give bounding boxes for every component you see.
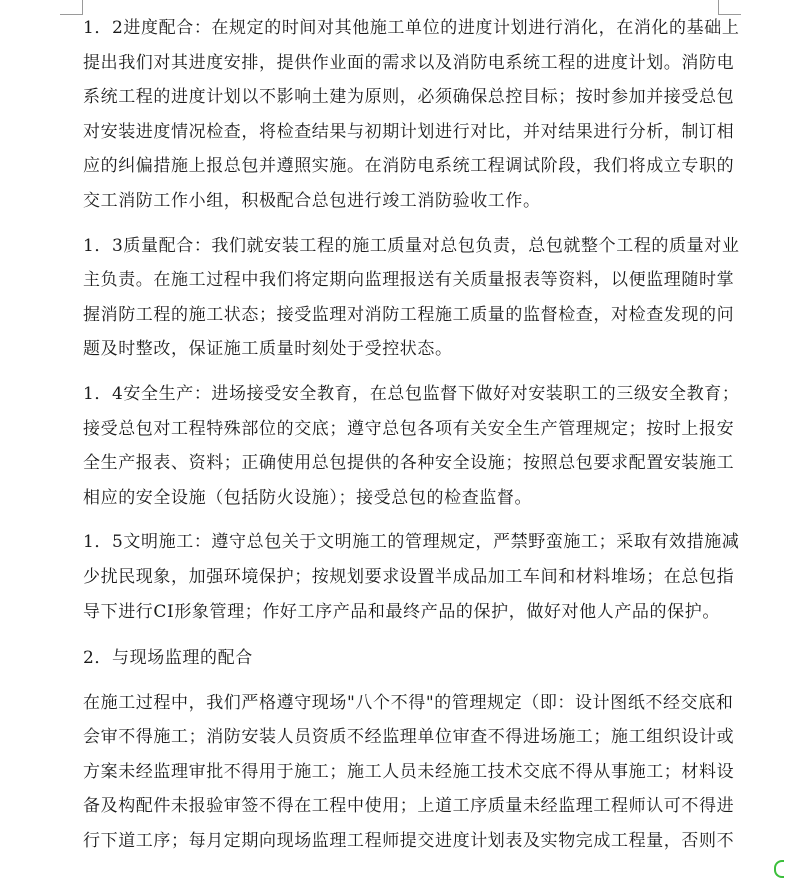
paragraph [83, 229, 740, 367]
text-line: 提出我们对其进度安排，提供作业面的需求以及消防电系统工程的进度计划。消防电 [83, 52, 735, 73]
section-heading [83, 641, 723, 676]
paragraph [83, 11, 740, 219]
text-line: 握消防工程的施工状态；接受监理对消防工程施工质量的监督检查，对检查发现的问 [83, 304, 735, 325]
paragraph [83, 525, 740, 629]
text-line: 1．4安全生产：进场接受安全教育，在总包监督下做好对安装职工的三级安全教育； [83, 383, 740, 404]
text-line: 接受总包对工程特殊部位的交底；遵守总包各项有关安全生产管理规定；按时上报安 [83, 418, 735, 439]
paragraph [83, 377, 740, 515]
text-line: 系统工程的进度计划以不影响土建为原则，必须确保总控目标；按时参加并接受总包 [83, 87, 735, 108]
document-body [83, 11, 740, 859]
text-line: 方案未经监理审批不得用于施工；施工人员未经施工技术交底不得从事施工；材料设 [83, 761, 735, 782]
text-line: 2．与现场监理的配合 [83, 648, 253, 669]
paragraph [83, 686, 735, 859]
text-line: 少扰民现象，加强环境保护；按规划要求设置半成品加工车间和材料堆场；在总包指 [83, 566, 735, 587]
text-line: 交工消防工作小组，积极配合总包进行竣工消防验收工作。 [83, 190, 541, 211]
text-line: 对安装进度情况检查，将检查结果与初期计划进行对比，并对结果进行分析，制订相 [83, 121, 735, 142]
text-line: 1．3质量配合：我们就安装工程的施工质量对总包负责，总包就整个工程的质量对业 [83, 235, 740, 256]
text-line: 题及时整改，保证施工质量时刻处于受控状态。 [83, 339, 453, 360]
text-line: 会审不得施工；消防安装人员资质不经监理单位审查不得进场施工；施工组织设计或 [83, 727, 735, 748]
text-line: 全生产报表、资料；正确使用总包提供的各种安全设施；按照总包要求配置安装施工 [83, 453, 735, 474]
text-line: 相应的安全设施（包括防火设施）；接受总包的检查监督。 [83, 487, 533, 508]
text-line: 备及构配件未报验审签不得在工程中使用；上道工序质量未经监理工程师认可不得进 [83, 796, 735, 817]
text-line: 在施工过程中，我们严格遵守现场"八个不得"的管理规定（即：设计图纸不经交底和 [83, 692, 734, 713]
text-line: 1．5文明施工：遵守总包关于文明施工的管理规定，严禁野蛮施工；采取有效措施减 [83, 532, 740, 553]
text-line: 应的纠偏措施上报总包并遵照实施。在消防电系统工程调试阶段，我们将成立专职的 [83, 156, 735, 177]
text-line: 1．2进度配合：在规定的时间对其他施工单位的进度计划进行消化，在消化的基础上 [83, 18, 740, 38]
text-line: 主负责。在施工过程中我们将定期向监理报送有关质量报表等资料，以便监理随时掌 [83, 270, 735, 291]
text-line: 导下进行CI形象管理；作好工序产品和最终产品的保护，做好对他人产品的保护。 [83, 601, 720, 622]
text-line: 行下道工序；每月定期向现场监理工程师提交进度计划表及实物完成工程量，否则不 [83, 831, 735, 852]
page-corner-mark-left [60, 0, 83, 15]
scroll-indicator-icon[interactable] [774, 860, 784, 878]
